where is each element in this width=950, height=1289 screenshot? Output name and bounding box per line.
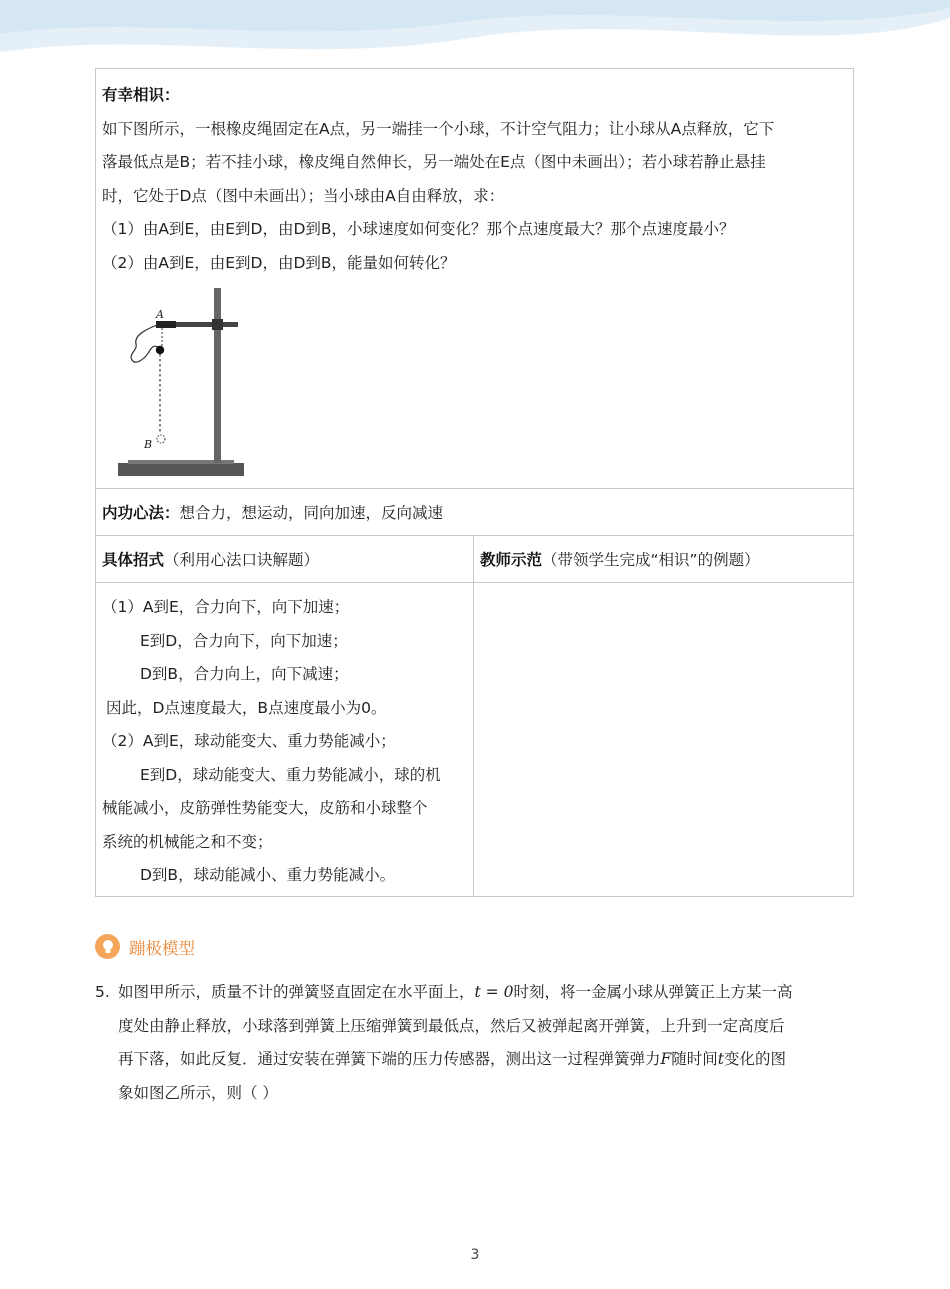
stand-base [118,463,244,476]
math-t: t [717,1050,725,1068]
ball [156,346,164,354]
answer-line: D到B，球动能减小、重力势能减小。 [140,866,396,884]
answer-cell [96,583,474,897]
answer-line: 因此，D点速度最大，B点速度最小为0。 [106,698,387,717]
answer-line: 系统的机械能之和不变； [102,832,273,851]
right-header-note: （带领学生完成“相识”的例题） [542,551,760,569]
question-5 [95,976,855,1110]
method-text: 想合力，想运动，同向加速，反向减速 [179,504,444,522]
point-b-label: B [144,438,153,451]
header-wave-decoration [0,0,950,70]
method-label: 内功心法： [102,504,180,522]
intro-title: 有幸相识： [102,86,180,104]
stand-pole [214,288,221,463]
question-line: 再下落，如此反复．通过安装在弹簧下端的压力传感器，测出这一过程弹簧弹力F随时间t变化的图 [118,1050,787,1068]
ball-at-b [157,435,165,443]
page-number: 3 [470,1247,480,1263]
question-line: 象如图乙所示，则（ ） [118,1083,278,1102]
question-line: 如图甲所示，质量不计的弹簧竖直固定在水平面上，t = 0时刻，将一金属小球从弹簧正上方某一高 [118,983,793,1001]
right-header-label: 教师示范 [480,551,543,569]
intro-line: 如下图所示，一根橡皮绳固定在A点，另一端挂一个小球，不计空气阻力；让小球从A点释放，它下 [102,119,775,138]
intro-question-2: （2）由A到E，由E到D，由D到B，能量如何转化？ [102,253,456,272]
answer-line: E到D，球动能变大、重力势能减小，球的机 [140,765,441,784]
teacher-demo-cell [474,583,854,897]
left-header-label: 具体招式 [102,551,165,569]
answer-line: D到B，合力向上，向下减速； [140,665,349,683]
section-title: 蹦极模型 [129,938,195,958]
left-column-header [96,536,474,583]
lesson-box [95,68,854,897]
question-number: 5. [95,983,110,1001]
answer-line: （1）A到E，合力向下，向下加速； [102,598,350,616]
method-row [96,489,854,536]
intro-line: 时，它处于D点（图中未画出）；当小球由A自由释放，求： [102,186,505,205]
rubber-cord [131,325,160,362]
question-line: 度处由静止释放，小球落到弹簧上压缩弹簧到最低点，然后又被弹起离开弹簧，上升到一定高度后 [118,1016,785,1035]
section-heading [95,934,195,959]
left-header-note: （利用心法口诀解题） [164,551,320,569]
intro-section [96,69,854,489]
lightbulb-icon [95,934,120,959]
answer-line: （2）A到E，球动能变大、重力势能减小； [102,732,396,750]
intro-question-1: （1）由A到E，由E到D，由D到B，小球速度如何变化？那个点速度最大？那个点速度最小？ [102,220,735,238]
intro-line: 落最低点是B；若不挂小球，橡皮绳自然伸长，另一端处在E点（图中未画出）；若小球若静止悬挂 [102,153,766,171]
point-a-label: A [156,308,164,321]
answer-line: 械能减小，皮筋弹性势能变大，皮筋和小球整个 [102,799,428,817]
math-F: F [660,1050,672,1068]
answer-line: E到D，合力向下，向下加速； [140,631,348,650]
math-t0: t = 0 [474,983,514,1001]
stand-apparatus-figure [106,288,246,483]
right-column-header [474,536,854,583]
